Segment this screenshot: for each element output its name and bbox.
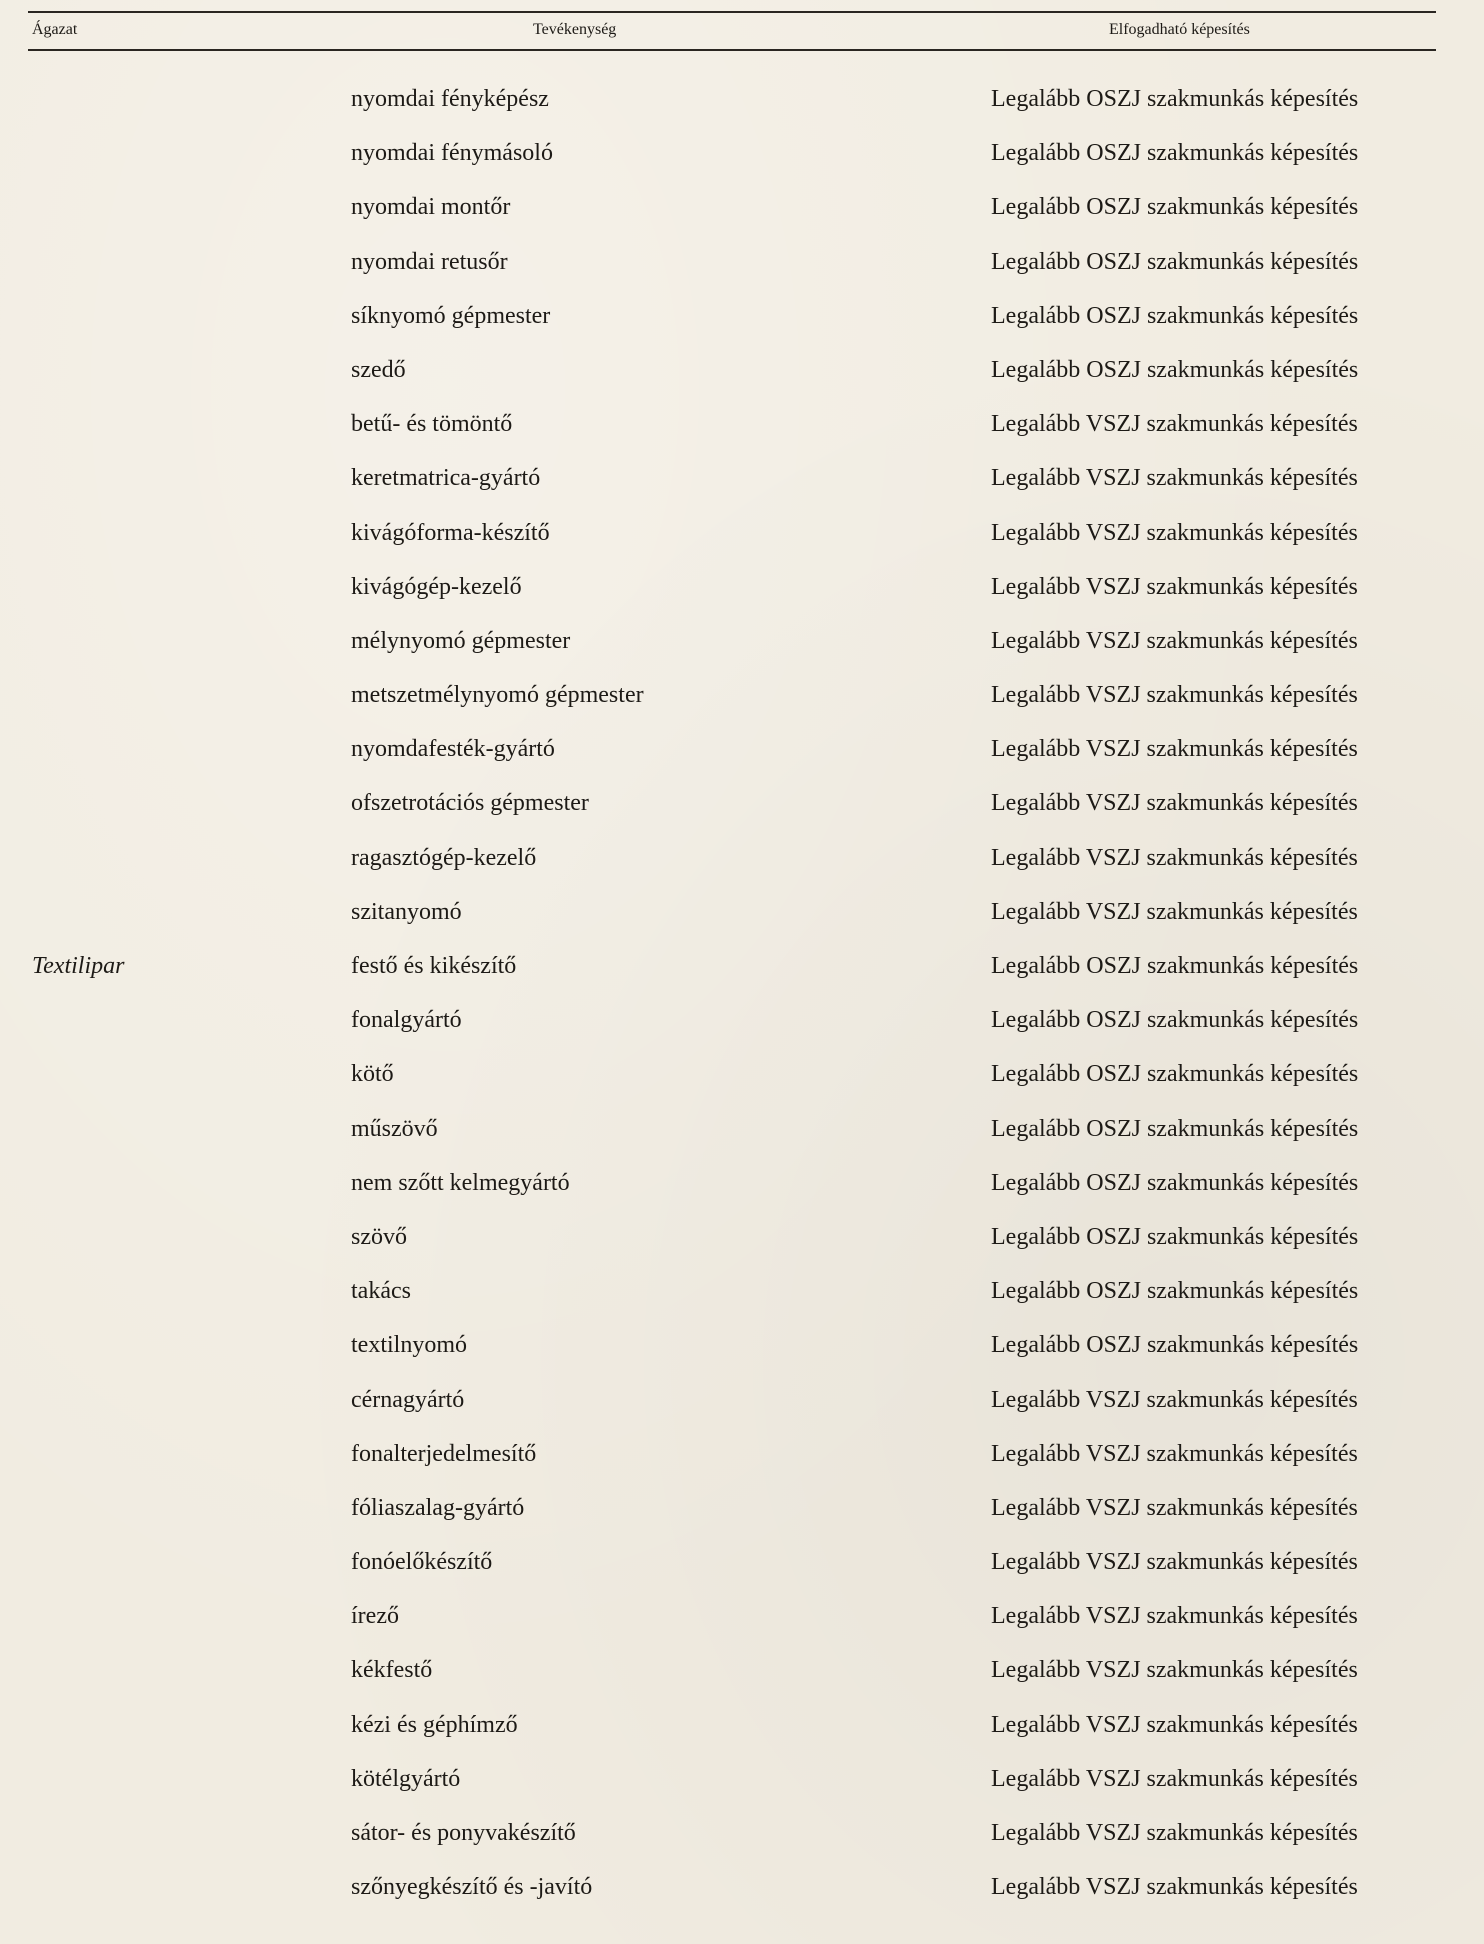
cell-qualification: Legalább OSZJ szakmunkás képesítés	[991, 1223, 1359, 1250]
table-row	[0, 1863, 1484, 1917]
cell-activity: nyomdai fénymásoló	[351, 140, 553, 167]
table-row	[0, 725, 1484, 779]
table-row	[0, 1484, 1484, 1538]
table-row	[0, 942, 1484, 996]
cell-activity: ragasztógép-kezelő	[351, 844, 537, 871]
column-header-activity: Tevékenység	[533, 21, 617, 38]
cell-qualification: Legalább OSZJ szakmunkás képesítés	[991, 86, 1359, 112]
cell-activity: nyomdai retusőr	[351, 248, 508, 275]
table-row	[0, 238, 1484, 292]
cell-qualification: Legalább VSZJ szakmunkás képesítés	[991, 1440, 1358, 1467]
cell-activity: betű- és tömöntő	[351, 411, 513, 438]
table-row	[0, 454, 1484, 508]
cell-activity: síknyomó gépmester	[351, 302, 551, 329]
cell-activity: kivágóforma-készítő	[351, 519, 550, 546]
cell-activity: kötő	[351, 1061, 394, 1088]
table-row	[0, 1809, 1484, 1863]
cell-activity: takács	[351, 1278, 411, 1305]
cell-activity: mélynyomó gépmester	[351, 627, 571, 654]
cell-qualification: Legalább OSZJ szakmunkás képesítés	[991, 1169, 1359, 1196]
cell-activity: nyomdafesték-gyártó	[351, 736, 555, 763]
cell-activity: nyomdai montőr	[351, 194, 511, 221]
cell-activity: fonóelőkészítő	[351, 1549, 493, 1576]
table-row	[0, 509, 1484, 563]
table-row	[0, 129, 1484, 183]
table-row	[0, 1538, 1484, 1592]
cell-activity: nem szőtt kelmegyártó	[351, 1169, 570, 1196]
cell-qualification: Legalább VSZJ szakmunkás képesítés	[991, 736, 1358, 763]
table-row	[0, 1321, 1484, 1375]
table-row	[0, 1592, 1484, 1646]
cell-activity: kékfestő	[351, 1657, 433, 1684]
cell-qualification: Legalább VSZJ szakmunkás képesítés	[991, 1765, 1358, 1792]
table-row	[0, 400, 1484, 454]
table-row	[0, 1159, 1484, 1213]
cell-qualification: Legalább VSZJ szakmunkás képesítés	[991, 627, 1358, 654]
cell-qualification: Legalább VSZJ szakmunkás képesítés	[991, 1494, 1358, 1521]
table-row	[0, 1050, 1484, 1104]
table-row	[0, 1105, 1484, 1159]
cell-sector: Textilipar	[32, 953, 125, 979]
cell-activity: szedő	[351, 356, 406, 383]
cell-activity: metszetmélynyomó gépmester	[351, 682, 644, 709]
table-row	[0, 1376, 1484, 1430]
cell-qualification: Legalább OSZJ szakmunkás képesítés	[991, 1007, 1359, 1034]
table-row	[0, 779, 1484, 833]
table-body	[0, 75, 1484, 1917]
cell-activity: fonalterjedelmesítő	[351, 1440, 537, 1467]
cell-qualification: Legalább VSZJ szakmunkás képesítés	[991, 411, 1358, 438]
cell-activity: nyomdai fényképész	[351, 86, 549, 112]
cell-qualification: Legalább OSZJ szakmunkás képesítés	[991, 248, 1359, 275]
cell-qualification: Legalább VSZJ szakmunkás képesítés	[991, 1549, 1358, 1576]
table-row	[0, 834, 1484, 888]
cell-qualification: Legalább VSZJ szakmunkás képesítés	[991, 1711, 1358, 1738]
cell-activity: fóliaszalag-gyártó	[351, 1494, 525, 1521]
cell-qualification: Legalább OSZJ szakmunkás képesítés	[991, 1061, 1359, 1088]
table-header-rule	[28, 49, 1436, 51]
cell-activity: sátor- és ponyvakészítő	[351, 1820, 576, 1846]
cell-activity: kézi és géphímző	[351, 1711, 518, 1738]
cell-activity: textilnyomó	[351, 1332, 467, 1359]
column-header-sector: Ágazat	[32, 21, 78, 38]
cell-qualification: Legalább OSZJ szakmunkás képesítés	[991, 1332, 1359, 1359]
table-row	[0, 617, 1484, 671]
cell-qualification: Legalább OSZJ szakmunkás képesítés	[991, 140, 1359, 167]
table-row	[0, 1213, 1484, 1267]
table-row	[0, 183, 1484, 237]
table-row	[0, 292, 1484, 346]
table-row	[0, 1701, 1484, 1755]
table-row	[0, 563, 1484, 617]
cell-activity: fonalgyártó	[351, 1007, 462, 1034]
cell-qualification: Legalább OSZJ szakmunkás képesítés	[991, 1115, 1359, 1142]
cell-activity: ofszetrotációs gépmester	[351, 790, 589, 817]
cell-qualification: Legalább VSZJ szakmunkás képesítés	[991, 519, 1358, 546]
table-row	[0, 75, 1484, 129]
cell-qualification: Legalább VSZJ szakmunkás képesítés	[991, 1603, 1358, 1630]
cell-qualification: Legalább VSZJ szakmunkás képesítés	[991, 1657, 1358, 1684]
cell-qualification: Legalább VSZJ szakmunkás képesítés	[991, 790, 1358, 817]
table-row	[0, 1755, 1484, 1809]
cell-activity: szövő	[351, 1223, 407, 1250]
table-row	[0, 996, 1484, 1050]
table-row	[0, 671, 1484, 725]
table-row	[0, 1430, 1484, 1484]
cell-activity: kötélgyártó	[351, 1765, 461, 1792]
cell-qualification: Legalább OSZJ szakmunkás képesítés	[991, 302, 1359, 329]
cell-qualification: Legalább VSZJ szakmunkás képesítés	[991, 1874, 1358, 1901]
cell-activity: műszövő	[351, 1115, 438, 1142]
cell-activity: írező	[351, 1603, 399, 1630]
table-top-rule	[28, 11, 1436, 13]
cell-activity: keretmatrica-gyártó	[351, 465, 541, 492]
cell-activity: szőnyegkészítő és -javító	[351, 1874, 593, 1901]
cell-qualification: Legalább VSZJ szakmunkás képesítés	[991, 465, 1358, 492]
table-row	[0, 888, 1484, 942]
cell-qualification: Legalább VSZJ szakmunkás képesítés	[991, 1386, 1358, 1413]
cell-activity: szitanyomó	[351, 898, 462, 925]
cell-qualification: Legalább VSZJ szakmunkás képesítés	[991, 898, 1358, 925]
table-row	[0, 1267, 1484, 1321]
cell-qualification: Legalább VSZJ szakmunkás képesítés	[991, 1820, 1358, 1846]
cell-qualification: Legalább OSZJ szakmunkás képesítés	[991, 194, 1359, 221]
table-row	[0, 346, 1484, 400]
cell-activity: festő és kikészítő	[351, 953, 517, 979]
cell-qualification: Legalább VSZJ szakmunkás képesítés	[991, 573, 1358, 600]
cell-qualification: Legalább VSZJ szakmunkás képesítés	[991, 844, 1358, 871]
cell-qualification: Legalább OSZJ szakmunkás képesítés	[991, 356, 1359, 383]
table-row	[0, 1646, 1484, 1700]
cell-activity: cérnagyártó	[351, 1386, 465, 1413]
column-header-qualification: Elfogadható képesítés	[1109, 21, 1250, 38]
cell-qualification: Legalább OSZJ szakmunkás képesítés	[991, 953, 1359, 979]
cell-qualification: Legalább VSZJ szakmunkás képesítés	[991, 682, 1358, 709]
cell-qualification: Legalább OSZJ szakmunkás képesítés	[991, 1278, 1359, 1305]
cell-activity: kivágógép-kezelő	[351, 573, 522, 600]
